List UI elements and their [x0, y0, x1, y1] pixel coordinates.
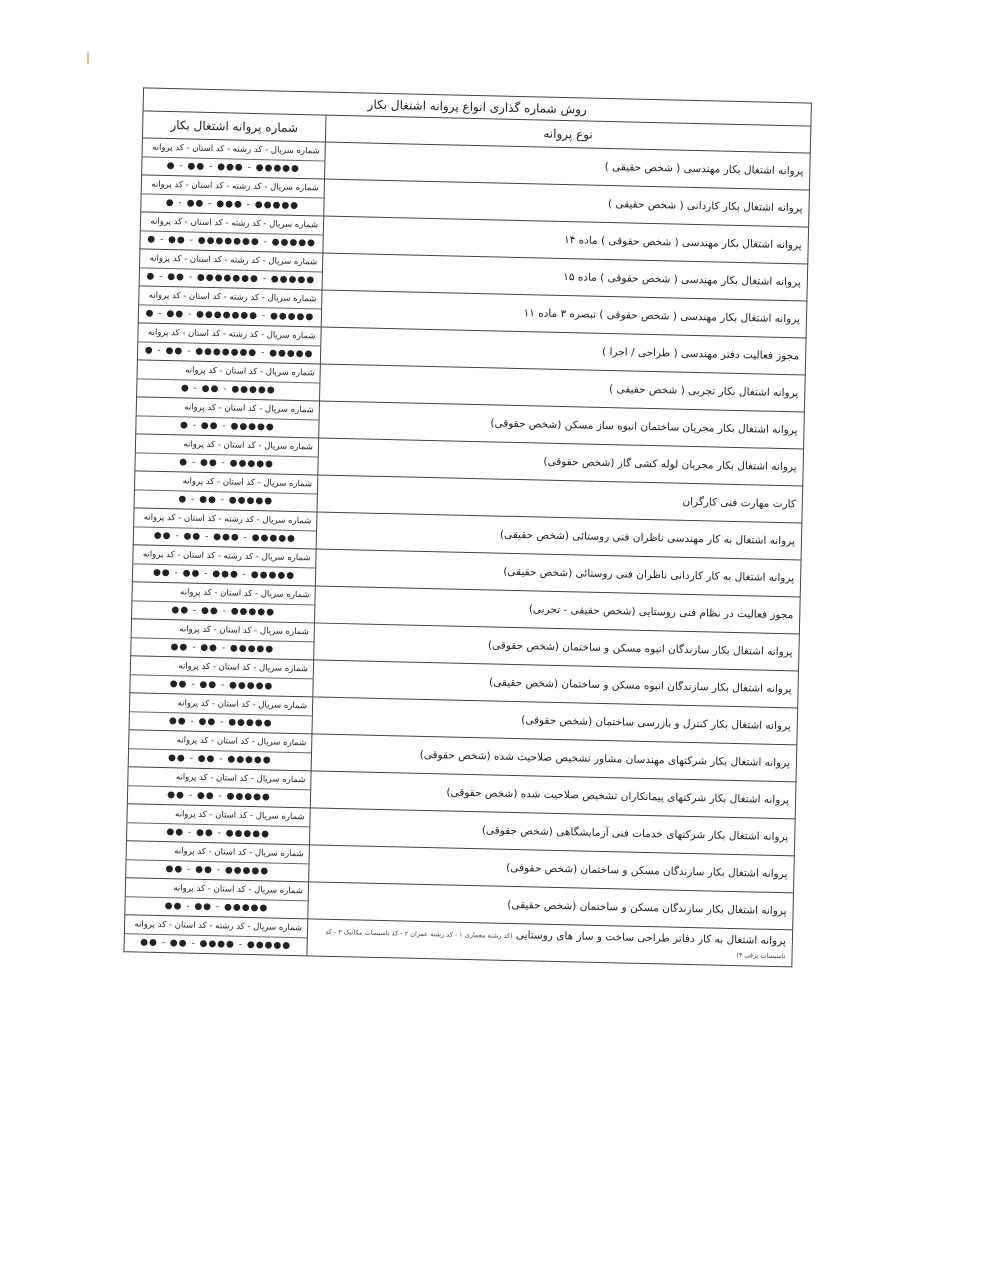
license-number-cell — [127, 767, 311, 808]
number-format-label: شماره سریال - کد استان - کد پروانه — [126, 878, 308, 901]
number-pattern: ●● - ●● - ●●●●● — [171, 605, 276, 618]
number-pattern: ● - ●● - ●●● - ●●●●● — [166, 160, 301, 175]
number-pattern: ●● - ●● - ●●●●● — [169, 679, 274, 692]
number-format-label: شماره سریال - کد استان - کد پروانه — [132, 582, 314, 605]
license-number-cell — [141, 175, 325, 216]
license-number-cell — [136, 397, 320, 438]
column-header-license-type: نوع پروانه — [325, 115, 810, 153]
license-number-cell — [142, 138, 326, 179]
license-type-text: پروانه اشتغال بکار سازندگان انبوه مسکن و ساختمان (شخص حقوقی) — [487, 639, 793, 659]
license-type-text: مجوز فعالیت دفتر مهندسی ( طراحی / اجرا ) — [601, 345, 800, 363]
number-format-label: شماره سریال - کد استان - کد پروانه — [136, 434, 318, 457]
number-pattern: ●● - ●● - ●●●●● — [167, 753, 272, 766]
license-type-text: پروانه اشتغال بکار مهندسی ( شخص حقوقی ) ماده ۱۴ — [563, 233, 802, 252]
number-format-label: شماره سریال - کد رشته - کد استان - کد پروانه — [142, 138, 324, 161]
license-type-text: پروانه اشتغال بکار مجریان ساختمان انبوه ساز مسکن (شخص حقوقی) — [490, 417, 798, 437]
license-type-text: پروانه اشتغال بکار کاردانی ( شخص حقیقی ) — [607, 197, 803, 215]
license-number-cell — [125, 878, 309, 919]
number-pattern: ●● - ●● - ●●●●● — [165, 864, 270, 877]
number-format-label: شماره سریال - کد استان - کد پروانه — [127, 841, 309, 864]
license-type-text: پروانه اشتغال بکار سازندگان مسکن و ساختمان (شخص حقوقی) — [506, 861, 788, 881]
table-title: روش شماره گذاری انواع پروانه اشتغال بکار — [143, 88, 811, 126]
number-pattern: ● - ●● - ●●●●● — [180, 383, 276, 396]
license-type-text: پروانه اشتغال بکار سازندگان مسکن و ساختمان (شخص حقیقی) — [507, 898, 787, 918]
number-pattern: ● - ●● - ●●●●● — [179, 420, 275, 433]
license-type-text: پروانه اشتغال بکار مجریان لوله کشی گاز (شخص حقوقی) — [543, 455, 797, 474]
license-type-text: پروانه اشتغال بکار مهندسی ( شخص حقیقی ) — [604, 160, 804, 178]
license-type-text: کارت مهارت فنی کارگران — [682, 495, 796, 511]
license-number-cell — [131, 619, 315, 660]
license-type-note: (کد رشته معماری ۱ - کد رشته عمران ۲ - کد تاسیسات مکانیک ۳ - کد تاسیسات برقی ۴) — [325, 927, 786, 961]
license-type-text: پروانه اشتغال بکار مهندسی ( شخص حقوقی ) تبصره ۳ ماده ۱۱ — [523, 307, 801, 326]
license-type-text: مجوز فعالیت در نظام فنی روستایی (شخص حقیقی - تجربی) — [528, 603, 794, 622]
number-pattern: ●● - ●● - ●●● - ●●●●● — [152, 567, 296, 581]
license-number-cell — [135, 434, 319, 475]
license-type-text: پروانه اشتغال بکار مهندسی ( شخص حقوقی ) ماده ۱۵ — [563, 270, 801, 289]
number-format-label: شماره سریال - کد رشته - کد استان - کد پروانه — [134, 508, 316, 531]
number-pattern: ● - ●● - ●●●●● — [178, 494, 274, 507]
license-number-cell — [132, 582, 316, 623]
number-format-label: شماره سریال - کد رشته - کد استان - کد پروانه — [139, 286, 321, 309]
license-type-text: پروانه اشتغال به کار مهندسی ناظران فنی روستائی (شخص حقیقی) — [499, 528, 796, 548]
number-pattern: ●● - ●● - ●●●●● — [168, 716, 273, 729]
number-format-label: شماره سریال - کد رشته - کد استان - کد پروانه — [133, 545, 315, 568]
number-pattern: ●● - ●● - ●●●●● — [167, 790, 271, 803]
license-type-text: پروانه اشتغال به کار کاردانی ناظران فنی روستائی (شخص حقیقی) — [503, 565, 795, 585]
number-format-label: شماره سریال - کد استان - کد پروانه — [131, 656, 313, 679]
license-type-text: پروانه اشتغال به کار دفاتر طراحی ساخت و ساز های روستایی — [515, 928, 787, 948]
number-format-label: شماره سریال - کد استان - کد پروانه — [129, 730, 311, 753]
license-number-cell — [130, 656, 314, 697]
license-number-cell — [126, 841, 310, 882]
license-number-cell — [134, 471, 318, 512]
license-type-text: پروانه اشتغال بکار تجربی ( شخص حقیقی ) — [608, 382, 799, 400]
number-pattern: ● - ●● - ●●● - ●●●●● — [165, 197, 300, 211]
license-type-text: پروانه اشتغال بکار شرکتهای مهندسان مشاور تشخیص صلاحیت شده (شخص حقوقی) — [419, 748, 791, 770]
license-number-cell — [138, 286, 322, 327]
license-type-text: پروانه اشتغال بکار شرکتهای خدمات فنی آزمایشگاهی (شخص حقوقی) — [481, 824, 789, 844]
number-pattern: ●● - ●● - ●●●●● — [164, 901, 269, 914]
number-format-label: شماره سریال - کد رشته - کد استان - کد پروانه — [142, 175, 324, 198]
number-format-label: شماره سریال - کد استان - کد پروانه — [127, 804, 309, 827]
license-number-cell — [132, 545, 316, 586]
number-format-label: شماره سریال - کد استان - کد پروانه — [130, 693, 312, 716]
scan-mark — [87, 52, 89, 64]
license-number-cell — [137, 323, 321, 364]
table-body — [124, 138, 810, 967]
license-number-cell — [129, 693, 313, 734]
license-number-cell — [133, 508, 317, 549]
license-number-cell — [124, 915, 308, 956]
license-type-text: پروانه اشتغال بکار سازندگان انبوه مسکن و ساختمان (شخص حقیقی) — [488, 676, 792, 696]
number-format-label: شماره سریال - کد رشته - کد استان - کد پروانه — [138, 323, 320, 346]
license-number-cell — [139, 249, 323, 290]
number-pattern: ● - ●● - ●●●●●●● - ●●●●● — [145, 308, 315, 323]
license-number-cell — [140, 212, 324, 253]
number-pattern: ●● - ●● - ●●●●● — [170, 642, 275, 655]
license-type-text: پروانه اشتغال بکار کنترل و بازرسی ساختمان (شخص حقوقی) — [521, 714, 791, 733]
number-pattern: ● - ●● - ●●●●● — [179, 457, 275, 470]
number-format-label: شماره سریال - کد استان - کد پروانه — [128, 767, 310, 790]
number-format-label: شماره سریال - کد رشته - کد استان - کد پروانه — [125, 915, 307, 938]
license-numbering-sheet — [123, 87, 810, 967]
number-pattern: ●● - ●● - ●●●●● — [166, 827, 271, 840]
number-pattern: ●● - ●● - ●●●● - ●●●●● — [140, 937, 292, 952]
license-number-cell — [137, 360, 321, 401]
number-format-label: شماره سریال - کد استان - کد پروانه — [135, 471, 317, 494]
number-format-label: شماره سریال - کد رشته - کد استان - کد پروانه — [141, 212, 323, 235]
license-numbering-table — [123, 87, 811, 967]
number-format-label: شماره سریال - کد استان - کد پروانه — [132, 619, 314, 642]
number-pattern: ● - ●● - ●●●●●●● - ●●●●● — [146, 271, 316, 286]
column-header-license-number: شماره پروانه اشتغال بکار — [142, 111, 326, 142]
license-type-text: پروانه اشتغال بکار شرکتهای پیمانکاران تشخیص صلاحیت شده (شخص حقوقی) — [446, 786, 790, 807]
number-format-label: شماره سریال - کد استان - کد پروانه — [137, 397, 319, 420]
license-number-cell — [126, 804, 310, 845]
number-pattern: ● - ●● - ●●●●●●● - ●●●●● — [147, 234, 317, 249]
number-format-label: شماره سریال - کد استان - کد پروانه — [137, 360, 319, 383]
number-format-label: شماره سریال - کد رشته - کد استان - کد پروانه — [140, 249, 322, 272]
number-pattern: ●● - ●● - ●●● - ●●●●● — [153, 530, 297, 545]
license-number-cell — [128, 730, 312, 771]
number-pattern: ● - ●● - ●●●●●●● - ●●●●● — [144, 345, 314, 360]
